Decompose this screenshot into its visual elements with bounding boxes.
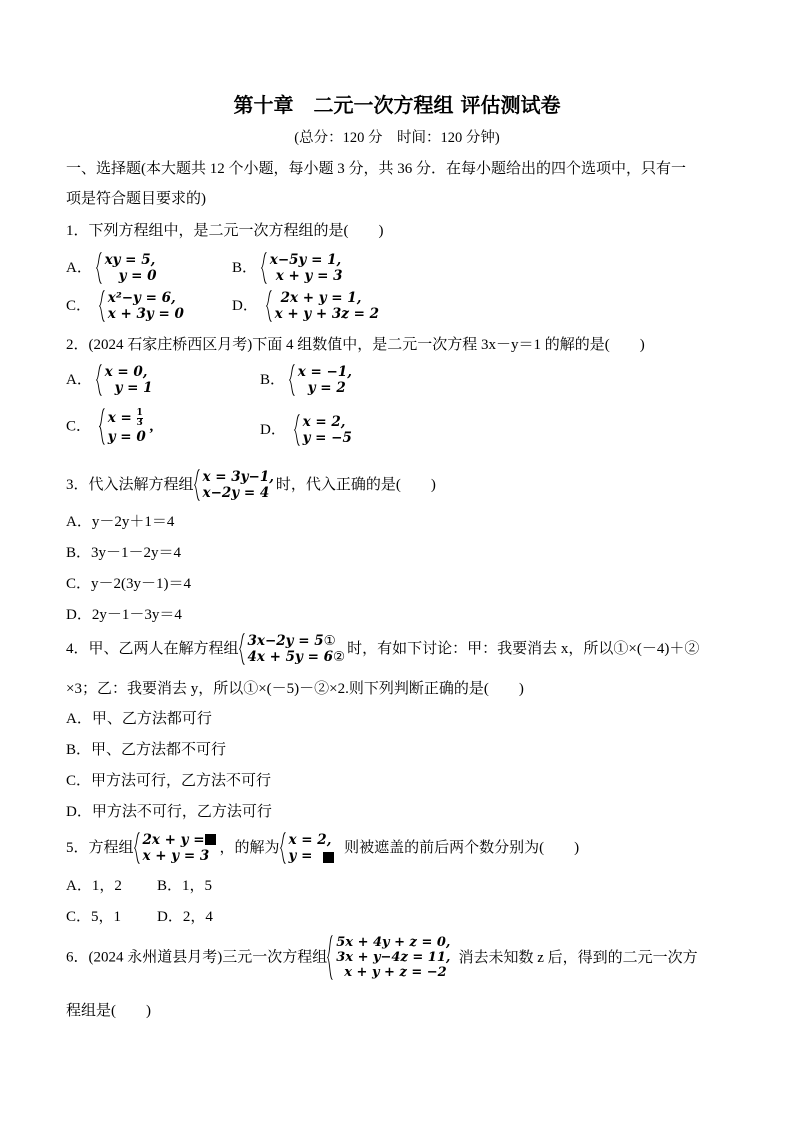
- q4-option-c: C．甲方法可行，乙方法不可行: [66, 773, 272, 789]
- q1-d-row2: x + y + 3z = 2: [274, 306, 380, 322]
- circled-one-marker: ①: [323, 633, 336, 649]
- q2-b-row1: x = −1,: [297, 364, 352, 380]
- question-4-stem: [66, 633, 699, 665]
- q1-a-row2: y = 0: [118, 268, 157, 284]
- q2-b-row2: y = 2: [307, 380, 346, 396]
- q3-option-c: C．y－2(3y－1)＝4: [66, 576, 191, 592]
- question-6-line2: 程组是( ): [66, 1003, 151, 1019]
- brace-icon: [99, 408, 105, 445]
- brace-icon: [280, 832, 286, 864]
- q4-option-a: A．甲、乙方法都可行: [66, 711, 212, 727]
- q2-option-a: [66, 364, 153, 396]
- q2-option-a-system: [96, 364, 153, 396]
- q6-sys-row1: 5x + 4y + z = 0,: [336, 935, 451, 950]
- q1-option-a: [66, 252, 157, 284]
- q2-option-c: [66, 408, 153, 445]
- covered-square-icon: [205, 834, 216, 845]
- q3-sys-row2: x−2y = 4: [202, 485, 270, 501]
- q1-option-c: [66, 290, 184, 322]
- circled-two-marker: ②: [333, 649, 346, 665]
- q5-mid: ，的解为: [219, 840, 280, 856]
- brace-icon: [96, 364, 102, 396]
- q6-stem-post: 消去未知数 z 后，得到的二元一次方: [458, 949, 698, 966]
- q4-stem-pre: 4．甲、乙两人在解方程组: [66, 641, 239, 657]
- question-3-stem: [66, 469, 436, 501]
- q1-a-row1: xy = 5,: [104, 252, 156, 268]
- q5-sys-row1-eq: 2x + y =: [142, 832, 205, 848]
- q3-sys-row1: x = 3y−1,: [202, 469, 274, 485]
- brace-icon: [239, 633, 245, 665]
- q1-option-d: [232, 290, 379, 322]
- q2-c-row1: [108, 408, 146, 429]
- covered-square-icon: [323, 852, 334, 863]
- q4-system: [239, 633, 346, 665]
- q2-option-d: [260, 414, 352, 446]
- q2-option-c-system: [99, 408, 146, 445]
- q2-option-b-system: [289, 364, 352, 396]
- q2-d-row1: x = 2,: [302, 414, 346, 430]
- q2-a-row1: x = 0,: [104, 364, 148, 380]
- q4-stem-post: 时，有如下讨论：甲：我要消去 x，所以①×(－4)＋②: [347, 641, 700, 657]
- q1-option-c-system: [99, 290, 184, 322]
- q2-c-comma: ,: [149, 418, 154, 435]
- question-1-stem: 1．下列方程组中，是二元一次方程组的是( ): [66, 223, 384, 239]
- q3-option-b: B．3y－1－2y＝4: [66, 545, 182, 561]
- q5-sol-row2: [289, 848, 335, 864]
- q1-option-b: [232, 252, 342, 284]
- q2-option-d-label: D．: [260, 422, 286, 438]
- q2-d-row2: y = −5: [302, 430, 352, 446]
- q1-option-b-label: B．: [232, 260, 258, 276]
- q3-option-a: A．y－2y＋1＝4: [66, 514, 175, 530]
- brace-icon: [99, 290, 105, 322]
- q5-sys-row1: [143, 832, 216, 848]
- q2-option-b-label: B．: [260, 372, 286, 388]
- brace-icon: [266, 290, 272, 322]
- section-instructions-line2: 项是符合题目要求的): [66, 191, 206, 207]
- q5-option-d: D．2，4: [157, 909, 213, 925]
- q5-sys-row2: x + y = 3: [142, 848, 210, 864]
- q1-c-row1: x²−y = 6,: [107, 290, 176, 306]
- q1-d-row1: 2x + y = 1,: [280, 290, 362, 306]
- q6-sys-row3: x + y + z = −2: [344, 965, 447, 980]
- q1-b-row2: x + y = 3: [275, 268, 343, 284]
- question-4-line2: ×3；乙：我要消去 y，所以①×(－5)－②×2.则下列判断正确的是( ): [66, 681, 524, 697]
- q1-option-d-system: [266, 290, 379, 322]
- q3-system: [194, 469, 274, 501]
- q6-system: [327, 935, 450, 980]
- brace-icon: [327, 935, 333, 980]
- q5-stem-post: 则被遮盖的前后两个数分别为( ): [344, 840, 580, 856]
- q5-system: [134, 832, 216, 864]
- q5-solution: [280, 832, 335, 864]
- q4-sys-row2-eq: 4x + 5y = 6: [247, 649, 334, 665]
- q3-stem-post: 时，代入正确的是( ): [275, 477, 436, 493]
- brace-icon: [294, 414, 300, 446]
- brace-icon: [261, 252, 267, 284]
- brace-icon: [134, 832, 140, 864]
- q1-option-d-label: D．: [232, 298, 258, 314]
- q2-a-row2: y = 1: [114, 380, 153, 396]
- page-title: 第十章 二元一次方程组 评估测试卷: [233, 93, 561, 117]
- q4-sys-row1-eq: 3x−2y = 5: [247, 633, 324, 649]
- q1-option-a-system: [96, 252, 157, 284]
- fraction-numerator: 1: [136, 408, 143, 418]
- page-subtitle: (总分：120 分 时间：120 分钟): [294, 130, 500, 146]
- q3-stem-pre: 3．代入法解方程组: [66, 477, 194, 493]
- q2-option-a-label: A．: [66, 372, 92, 388]
- fraction-denominator: 3: [136, 418, 143, 428]
- question-2-stem: 2．(2024 石家庄桥西区月考)下面 4 组数值中，是二元一次方程 3x－y＝1 的解的是( ): [66, 337, 645, 353]
- q4-option-b: B．甲、乙方法都不可行: [66, 742, 227, 758]
- q5-option-c: C．5，1: [66, 909, 122, 925]
- brace-icon: [289, 364, 295, 396]
- q1-option-b-system: [261, 252, 343, 284]
- q5-sol-row2-eq: y =: [288, 848, 313, 864]
- fraction-one-third: [137, 409, 143, 428]
- q1-option-a-label: A．: [66, 260, 92, 276]
- question-6-stem: [66, 935, 698, 980]
- q2-option-b: [260, 364, 352, 396]
- q4-sys-row2: [248, 649, 346, 665]
- q5-stem-pre: 5．方程组: [66, 840, 134, 856]
- q2-c-row2: y = 0: [107, 429, 146, 445]
- q1-b-row1: x−5y = 1,: [269, 252, 342, 268]
- q2-c-row1-pre: x =: [107, 410, 132, 426]
- q6-stem-pre: 6．(2024 永州道县月考)三元一次方程组: [66, 949, 328, 966]
- question-5-stem: [66, 832, 579, 864]
- brace-icon: [96, 252, 102, 284]
- q4-option-d: D．甲方法不可行，乙方法可行: [66, 804, 272, 820]
- section-instructions-line1: 一、选择题(本大题共 12 个小题，每小题 3 分，共 36 分．在每小题给出的四个选项中，只有一: [66, 161, 686, 177]
- q6-sys-row2: 3x + y−4z = 11,: [336, 950, 451, 965]
- q2-option-d-system: [294, 414, 352, 446]
- brace-icon: [194, 469, 200, 501]
- q5-option-a: A．1，2: [66, 878, 122, 894]
- q2-option-c-label: C．: [66, 418, 92, 435]
- q3-option-d: D．2y－1－3y＝4: [66, 607, 182, 623]
- q1-option-c-label: C．: [66, 298, 92, 314]
- q4-sys-row1: [248, 633, 346, 649]
- q5-option-b: B．1，5: [157, 878, 213, 894]
- q5-sol-row1: x = 2,: [288, 832, 332, 848]
- q1-c-row2: x + 3y = 0: [107, 306, 184, 322]
